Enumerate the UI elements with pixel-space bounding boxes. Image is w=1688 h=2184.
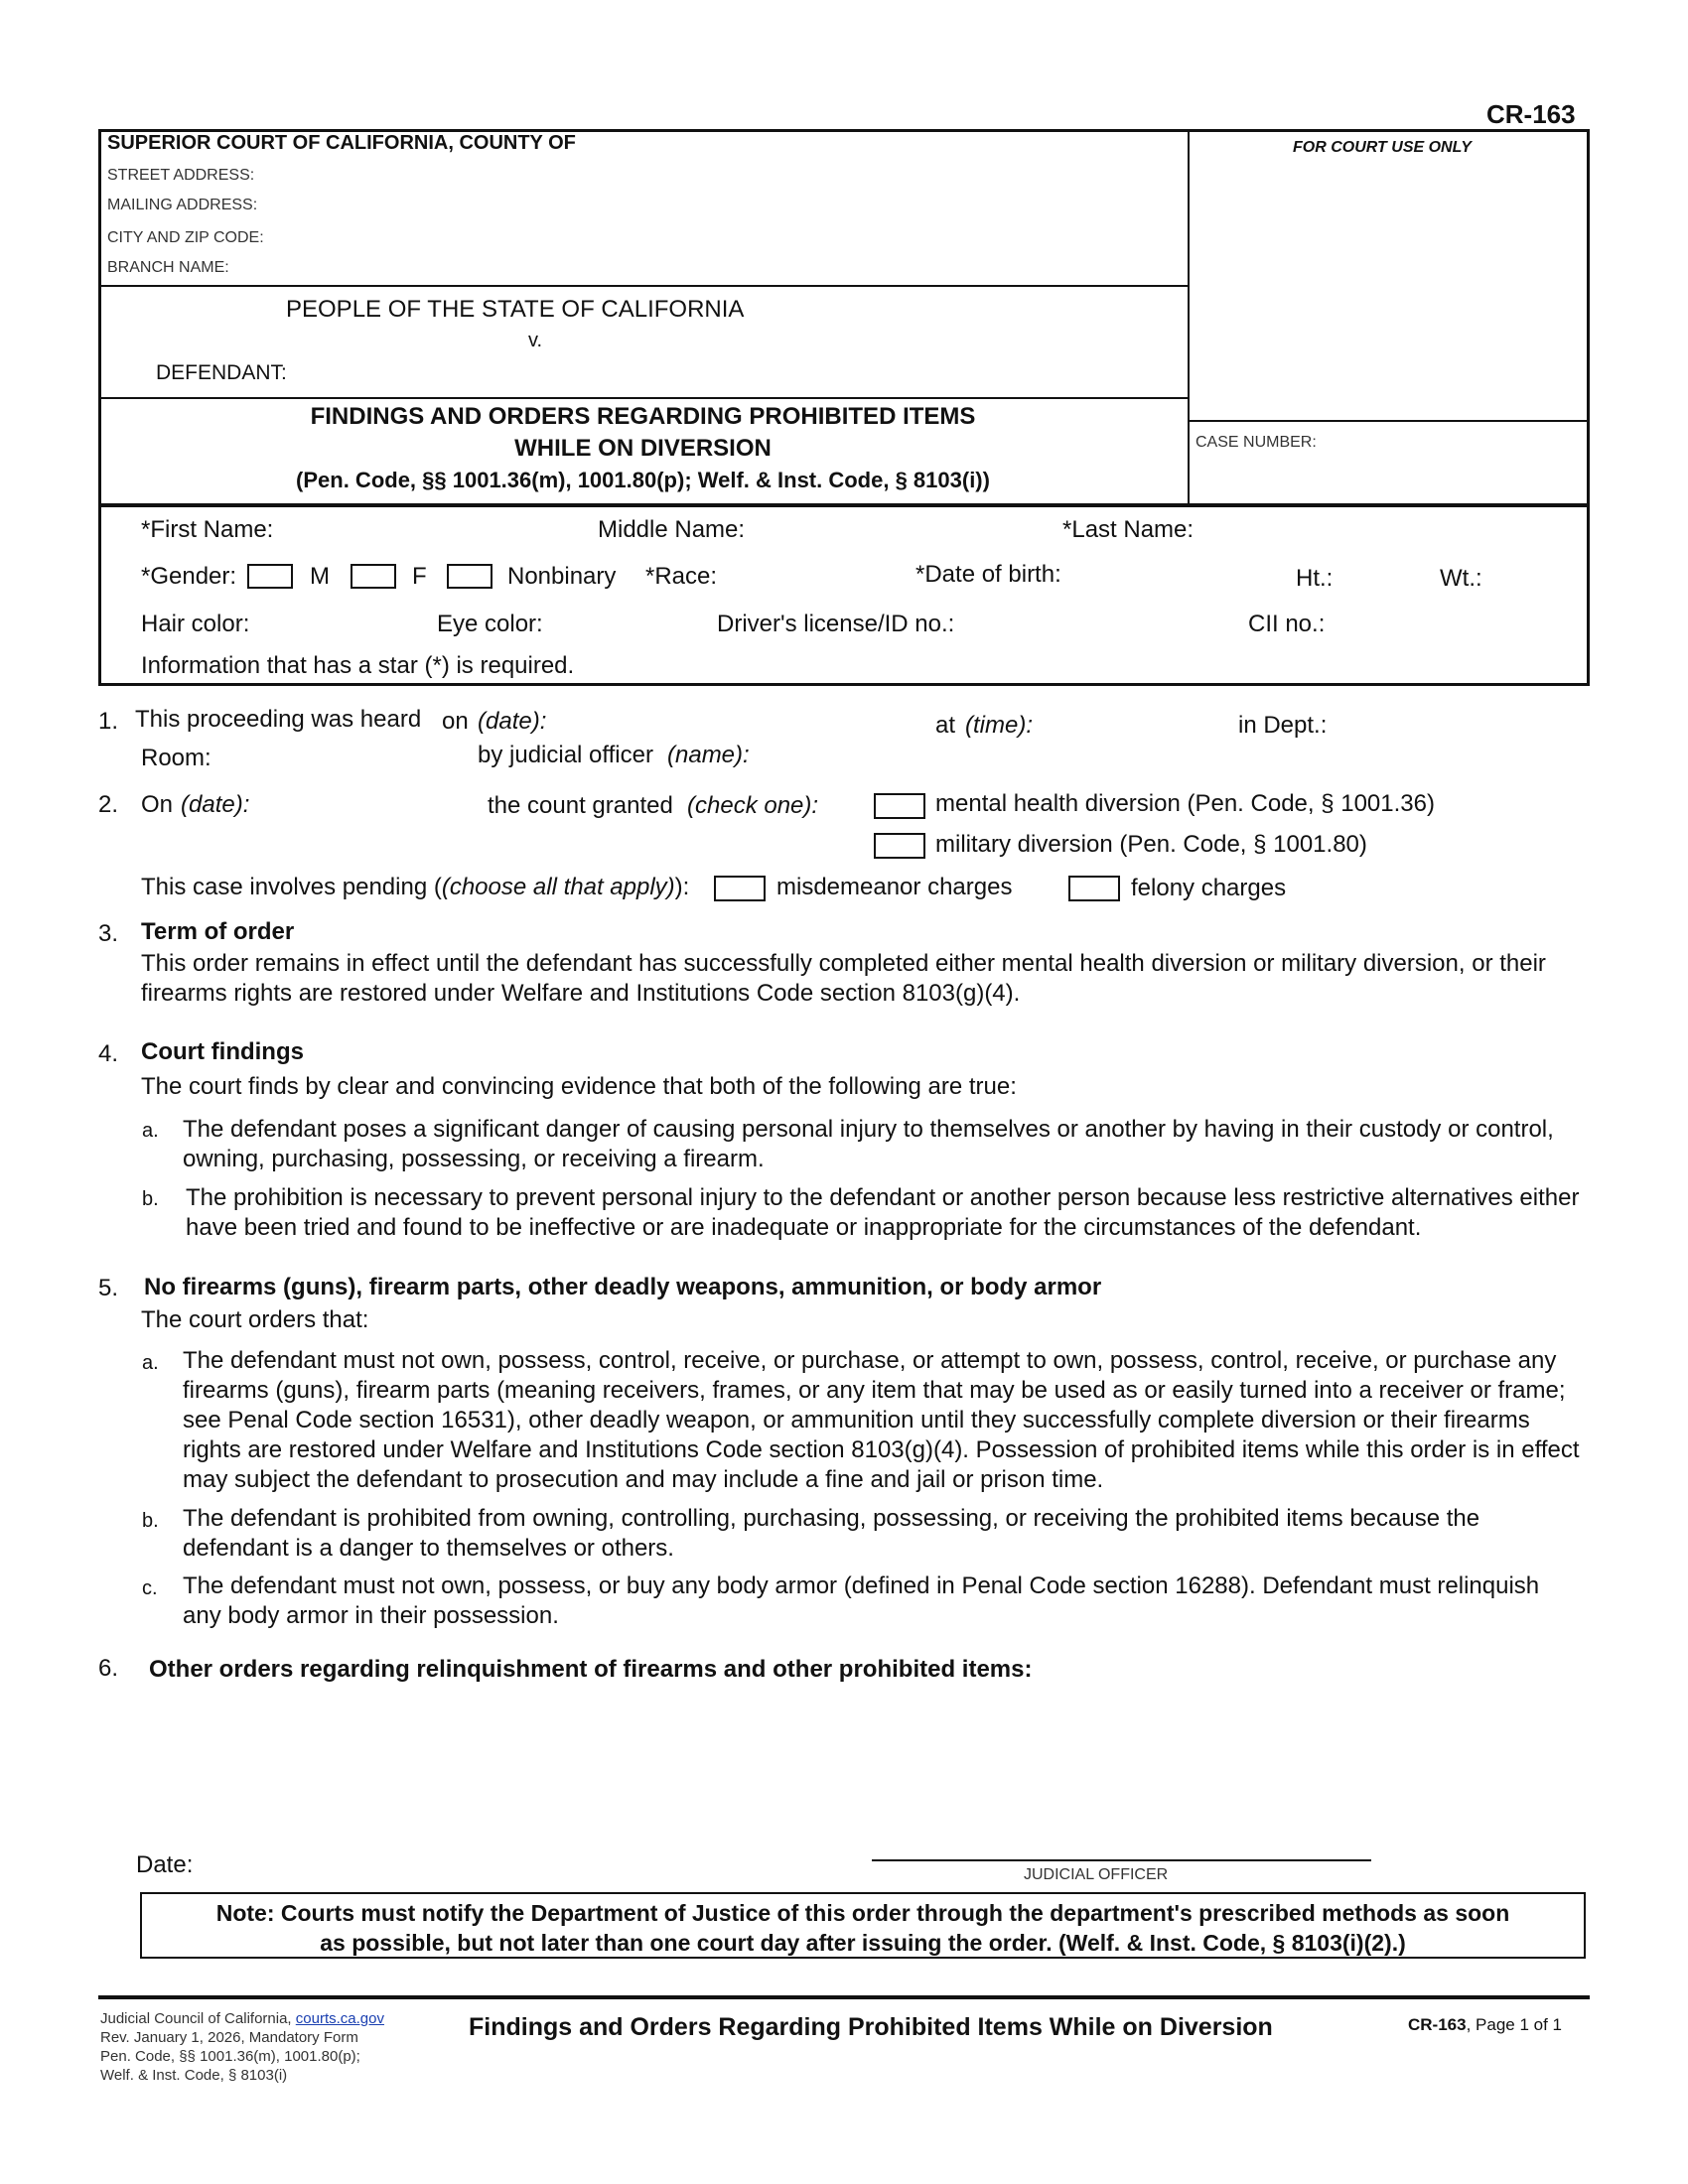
doc-title-line3: (Pen. Code, §§ 1001.36(m), 1001.80(p); Welf. & Inst. Code, § 8103(i)) (296, 468, 990, 492)
item4-b-text: The prohibition is necessary to prevent personal injury to the defendant or another person because less restrictive alternatives either have been tried and found to be ineffective or are inadequate or inappropriate for the circumstances of the defendant. (186, 1184, 1580, 1241)
item5-c-text: The defendant must not own, possess, or buy any body armor (defined in Penal Code section 16288). Defendant must relinquish any body armor in their possession. (183, 1572, 1540, 1629)
misdemeanor-checkbox[interactable] (714, 876, 766, 901)
item1-by: by judicial officer (478, 742, 653, 768)
item5-b-text: The defendant is prohibited from owning, controlling, purchasing, possessing, or receiving the prohibited items because the defendant is a danger to themselves or others. (183, 1505, 1480, 1562)
item1-date-label: (date): (478, 708, 547, 735)
item5-b-label: b. (142, 1510, 159, 1532)
height-label: Ht.: (1296, 565, 1334, 592)
footer-council: Judicial Council of California, (100, 2010, 292, 2027)
item2-number: 2. (98, 791, 119, 818)
item2-on: On (141, 791, 174, 818)
required-note: Information that has a star (*) is required. (141, 652, 575, 679)
footer-code1: Pen. Code, §§ 1001.36(m), 1001.80(p); (100, 2048, 360, 2065)
item3-heading: Term of order (141, 918, 295, 945)
eye-color-label: Eye color: (437, 611, 543, 637)
item4-number: 4. (98, 1040, 119, 1067)
court-divider (98, 285, 1190, 287)
gender-f-label: F (412, 563, 427, 590)
item4-b-label: b. (142, 1188, 159, 1210)
judicial-officer-label: JUDICIAL OFFICER (1024, 1866, 1169, 1883)
doc-title-line1: FINDINGS AND ORDERS REGARDING PROHIBITED ITEMS (310, 403, 976, 430)
first-name-label: *First Name: (141, 516, 274, 543)
people-label: PEOPLE OF THE STATE OF CALIFORNIA (286, 296, 745, 323)
item6-number: 6. (98, 1655, 119, 1682)
item5-a-label: a. (142, 1352, 159, 1374)
footer-link[interactable]: courts.ca.gov (295, 2010, 384, 2027)
item5-c-label: c. (142, 1577, 158, 1599)
court-title: SUPERIOR COURT OF CALIFORNIA, COUNTY OF (107, 132, 576, 154)
item1-at: at (935, 712, 956, 739)
item2-choose: (choose all that apply) (441, 874, 675, 900)
item1-on: on (442, 708, 469, 735)
hair-color-label: Hair color: (141, 611, 250, 637)
dob-label: *Date of birth: (915, 561, 1061, 588)
item3-number: 3. (98, 920, 119, 947)
note-line2: as possible, but not later than one court day after issuing the order. (Welf. & Inst. Code, § 8103(i)(2).) (320, 1930, 1406, 1956)
race-label: *Race: (645, 563, 718, 590)
item1-heard: This proceeding was heard (135, 706, 422, 733)
military-checkbox[interactable] (874, 833, 925, 859)
item2-colon: : (682, 874, 690, 900)
gender-label: *Gender: (141, 563, 237, 590)
military-label: military diversion (Pen. Code, § 1001.80) (935, 831, 1367, 858)
versus-label: v. (528, 330, 543, 351)
item5-heading: No firearms (guns), firearm parts, other deadly weapons, ammunition, or body armor (144, 1274, 1102, 1300)
last-name-label: *Last Name: (1062, 516, 1195, 543)
gender-f-checkbox[interactable] (351, 564, 396, 589)
item2-check-one: (check one): (687, 792, 819, 819)
footer-form-id: CR-163 (1408, 2015, 1467, 2034)
gender-nonbinary-label: Nonbinary (507, 563, 617, 590)
case-number-label: CASE NUMBER: (1196, 434, 1317, 451)
city-label: CITY AND ZIP CODE: (107, 229, 264, 246)
middle-name-label: Middle Name: (598, 516, 746, 543)
item4-intro: The court finds by clear and convincing evidence that both of the following are true: (141, 1073, 1017, 1100)
gender-m-checkbox[interactable] (247, 564, 293, 589)
item1-number: 1. (98, 708, 119, 735)
header-divider (1188, 129, 1190, 506)
item4-heading: Court findings (141, 1038, 304, 1065)
footer-page-number: , Page 1 of 1 (1466, 2015, 1562, 2034)
item5-a-text: The defendant must not own, possess, control, receive, or purchase, or attempt to own, possess, control, receive, or purchase any firearms (guns), firearm parts (meaning receivers, frames, or any item that may be used as or easily turned into a receiver or frame; see Penal Code section 16531), other deadly weapon, or ammunition until they successfully complete diversion or their firearms rights are restored under Welfare and Institutions Code section 8103(g)(4). Possession of prohibited items while this order is in effect may subject the defendant to prosecution and may include a fine and jail or prison time. (183, 1347, 1580, 1493)
item2-pending: This case involves pending ((choose all that apply)): (141, 874, 690, 900)
branch-label: BRANCH NAME: (107, 259, 229, 276)
item1-name-label: (name): (667, 742, 750, 768)
signature-line (872, 1859, 1371, 1861)
felony-label: felony charges (1131, 875, 1287, 901)
item1-room-label: Room: (141, 745, 211, 771)
drivers-license-label: Driver's license/ID no.: (717, 611, 955, 637)
footer-code2: Welf. & Inst. Code, § 8103(i) (100, 2067, 288, 2084)
item4-a-text: The defendant poses a significant danger of causing personal injury to themselves or another by having in their custody or control, owning, purchasing, possessing, or receiving a firearm. (183, 1116, 1554, 1172)
item6-heading: Other orders regarding relinquishment of firearms and other prohibited items: (149, 1656, 1033, 1683)
item2-count-granted: the count granted (488, 792, 673, 819)
doc-title-line2: WHILE ON DIVERSION (514, 435, 772, 462)
footer-left (100, 2009, 384, 2085)
footer-title: Findings and Orders Regarding Prohibited Items While on Diversion (469, 2013, 1273, 2041)
street-label: STREET ADDRESS: (107, 167, 255, 184)
parties-divider (98, 397, 1190, 399)
item2-date-label: (date): (181, 791, 250, 818)
footer-page (1408, 2015, 1562, 2035)
note-line1: Note: Courts must notify the Department of Justice of this order through the department's prescribed methods as soon (215, 1900, 1510, 1926)
footer-rule (98, 1995, 1590, 1999)
item1-time-label: (time): (965, 712, 1033, 739)
item5-intro: The court orders that: (141, 1306, 369, 1333)
signature-date-label: Date: (136, 1851, 194, 1878)
court-use-label: FOR COURT USE ONLY (1293, 139, 1472, 156)
item4-a-label: a. (142, 1120, 159, 1142)
misdemeanor-label: misdemeanor charges (776, 874, 1013, 900)
felony-checkbox[interactable] (1068, 876, 1120, 901)
footer-rev: Rev. January 1, 2026, Mandatory Form (100, 2029, 358, 2046)
gender-nonbinary-checkbox[interactable] (447, 564, 492, 589)
item5-number: 5. (98, 1275, 119, 1301)
case-divider (1188, 420, 1590, 422)
note-box (140, 1892, 1586, 1959)
mailing-label: MAILING ADDRESS: (107, 197, 258, 213)
item3-body: This order remains in effect until the defendant has successfully completed either mental health diversion or military diversion, or their firearms rights are restored under Welfare and Institutions Code section 8103(g)(4). (141, 950, 1546, 1007)
gender-m-label: M (310, 563, 330, 590)
form-id: CR-163 (1486, 99, 1576, 129)
item1-dept-label: in Dept.: (1238, 712, 1328, 739)
cii-label: CII no.: (1248, 611, 1326, 637)
defendant-label: DEFENDANT: (156, 361, 287, 384)
mental-health-label: mental health diversion (Pen. Code, § 1001.36) (935, 790, 1435, 817)
item2-pending-text: This case involves pending (141, 874, 428, 900)
mental-health-checkbox[interactable] (874, 793, 925, 819)
weight-label: Wt.: (1440, 565, 1482, 592)
